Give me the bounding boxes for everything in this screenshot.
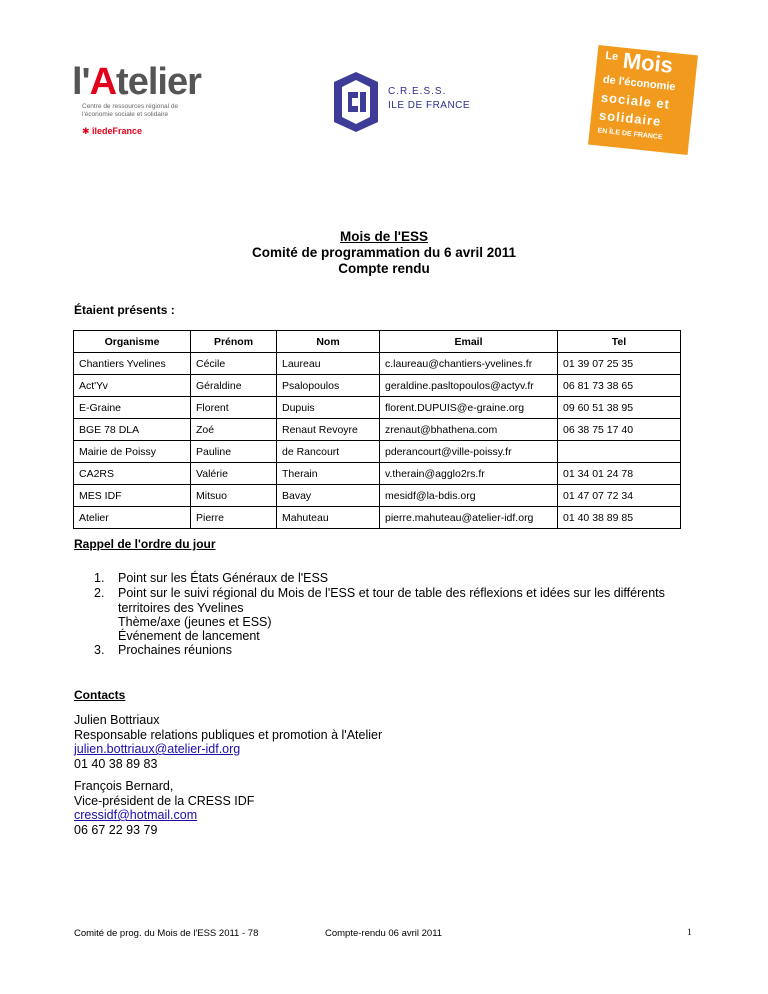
table-row [74, 353, 681, 375]
table-cell: Mitsuo [191, 485, 277, 507]
table-cell [558, 441, 681, 463]
mois-logo-line6: EN ÎLE DE FRANCE [597, 127, 663, 142]
table-cell: Mahuteau [277, 507, 380, 529]
cress-logo [330, 70, 480, 136]
list-number: 1. [94, 571, 105, 585]
table-row [74, 507, 681, 529]
table-cell: 01 47 07 72 34 [558, 485, 681, 507]
footer-left: Comité de prog. du Mois de l'ESS 2011 - 78 [74, 928, 259, 939]
column-header: Nom [277, 331, 380, 353]
table-cell: Chantiers Yvelines [74, 353, 191, 375]
table-cell: MES IDF [74, 485, 191, 507]
mois-logo-line3: de l'économie [602, 73, 677, 94]
table-cell: Géraldine [191, 375, 277, 397]
attendance-table [73, 330, 681, 529]
table-cell: geraldine.pasltopoulos@actyv.fr [380, 375, 558, 397]
table-cell: E-Graine [74, 397, 191, 419]
atelier-subtitle: Centre de ressources régional de l'économie sociale et solidaire [82, 103, 179, 118]
list-number: 2. [94, 586, 105, 600]
agenda-text: Thème/axe (jeunes et ESS) [118, 615, 272, 629]
doc-type: Compte rendu [338, 261, 430, 276]
table-cell: 06 38 75 17 40 [558, 419, 681, 441]
table-cell: 01 39 07 25 35 [558, 353, 681, 375]
contacts-title: Contacts [74, 688, 126, 702]
table-cell: Florent [191, 397, 277, 419]
table-cell: 09 60 51 38 95 [558, 397, 681, 419]
table-cell: c.laureau@chantiers-yvelines.fr [380, 353, 558, 375]
table-cell: Valérie [191, 463, 277, 485]
table-cell: BGE 78 DLA [74, 419, 191, 441]
table-row [74, 463, 681, 485]
table-cell: 06 81 73 38 65 [558, 375, 681, 397]
table-cell: Zoé [191, 419, 277, 441]
table-cell: florent.DUPUIS@e-graine.org [380, 397, 558, 419]
contact-role: Vice-président de la CRESS IDF [74, 793, 255, 808]
table-header-row [74, 331, 681, 353]
contact-name: François Bernard, [74, 779, 174, 793]
table-cell: de Rancourt [277, 441, 380, 463]
table-cell: Renaut Revoyre [277, 419, 380, 441]
agenda-text: Point sur le suivi régional du Mois de l'ESS et tour de table des réflexions et idées sur les différents [118, 586, 665, 600]
atelier-logo [72, 62, 202, 142]
table-cell: Act'Yv [74, 375, 191, 397]
list-number: 3. [94, 643, 105, 657]
cress-name: C.R.E.S.S. [388, 86, 447, 97]
table-cell: zrenaut@bhathena.com [380, 419, 558, 441]
mois-logo-line5: solidaire [598, 107, 663, 129]
table-cell: Atelier [74, 507, 191, 529]
contact-phone: 01 40 38 89 83 [74, 756, 158, 771]
agenda-text: Point sur les États Généraux de l'ESS [118, 571, 329, 585]
table-row [74, 397, 681, 419]
page-number: 1 [687, 928, 692, 938]
footer-center: Compte-rendu 06 avril 2011 [325, 928, 443, 939]
table-cell: CA2RS [74, 463, 191, 485]
table-row [74, 485, 681, 507]
contact-card [74, 713, 382, 771]
cress-region: ILE DE FRANCE [388, 100, 471, 111]
table-cell: Laureau [277, 353, 380, 375]
table-cell: Psalopoulos [277, 375, 380, 397]
table-cell: Bavay [277, 485, 380, 507]
contact-email-link[interactable]: julien.bottriaux@atelier-idf.org [74, 742, 241, 756]
agenda-text: Événement de lancement [118, 629, 260, 643]
mois-ess-logo [593, 47, 696, 153]
table-cell: mesidf@la-bdis.org [380, 485, 558, 507]
contact-role: Responsable relations publiques et promotion à l'Atelier [74, 727, 383, 742]
table-row [74, 419, 681, 441]
contact-name: Julien Bottriaux [74, 713, 160, 727]
agenda-title: Rappel de l'ordre du jour [74, 537, 216, 551]
iledefrance-mark: ✱ îledeFrance [82, 126, 143, 136]
table-cell: Dupuis [277, 397, 380, 419]
column-header: Organisme [74, 331, 191, 353]
mois-logo-mois: Mois [621, 47, 675, 78]
mois-logo-line4: sociale et [600, 89, 671, 112]
table-cell: pierre.mahuteau@atelier-idf.org [380, 507, 558, 529]
column-header: Tel [558, 331, 681, 353]
table-cell: Mairie de Poissy [74, 441, 191, 463]
attendance-label: Étaient présents : [74, 303, 175, 317]
table-cell: 01 34 01 24 78 [558, 463, 681, 485]
table-cell: Therain [277, 463, 380, 485]
column-header: Prénom [191, 331, 277, 353]
agenda-text: territoires des Yvelines [118, 601, 244, 615]
cress-emblem-icon [330, 70, 382, 134]
table-cell: v.therain@agglo2rs.fr [380, 463, 558, 485]
mois-logo-le: Le [604, 49, 619, 64]
table-cell: Pauline [191, 441, 277, 463]
table-cell: Pierre [191, 507, 277, 529]
table-row [74, 441, 681, 463]
table-cell: pderancourt@ville-poissy.fr [380, 441, 558, 463]
page-subtitle: Comité de programmation du 6 avril 2011 [251, 245, 517, 260]
contact-phone: 06 67 22 93 79 [74, 822, 158, 837]
atelier-wordmark: l'Atelier [72, 61, 201, 103]
column-header: Email [380, 331, 558, 353]
agenda-text: Prochaines réunions [118, 643, 232, 657]
page-title: Mois de l'ESS [340, 229, 428, 244]
table-cell: Cécile [191, 353, 277, 375]
table-row [74, 375, 681, 397]
contact-email-link[interactable]: cressidf@hotmail.com [74, 808, 198, 822]
contact-card [74, 779, 254, 837]
table-cell: 01 40 38 89 85 [558, 507, 681, 529]
